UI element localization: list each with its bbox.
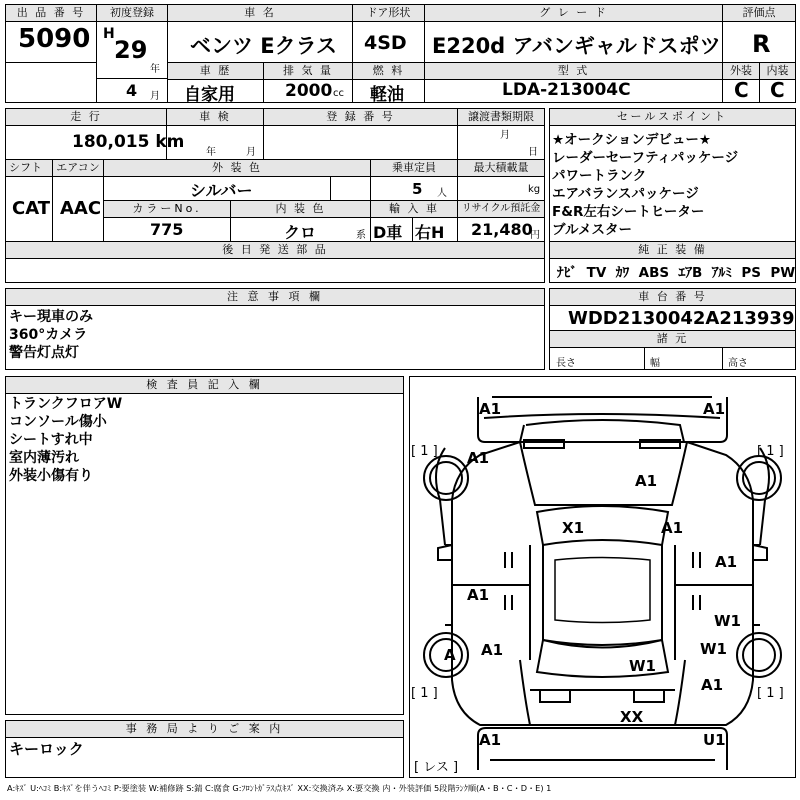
score-label: 評価点 — [723, 5, 795, 22]
lot-label: 出 品 番 号 — [6, 5, 96, 22]
damage-mark: X1 — [562, 519, 585, 537]
note-item: 警告灯点灯 — [9, 345, 79, 361]
inspector-label: 検 査 員 記 入 欄 — [6, 377, 403, 394]
mileage-label: 走 行 — [6, 109, 166, 126]
bracket-rear-left: [ 1 ] — [411, 686, 438, 701]
damage-mark: U1 — [703, 731, 726, 749]
damage-mark: W1 — [629, 657, 656, 675]
sales-points-list — [552, 131, 738, 239]
reg-year-unit: 年 — [150, 64, 160, 75]
transfer-label: 譲渡書類期限 — [458, 109, 544, 126]
interior-grade: C — [770, 78, 785, 102]
damage-mark: A1 — [635, 472, 658, 490]
damage-mark: W1 — [700, 640, 727, 658]
damage-mark: XX — [620, 708, 644, 726]
equipment-item: ｴｱB — [678, 265, 703, 281]
history: 自家用 — [184, 85, 235, 105]
inspection-label: 車 検 — [167, 109, 263, 126]
sales-point-item: F&R左右シートヒーター — [552, 204, 705, 220]
equipment-item: ｶﾜ — [615, 265, 630, 281]
equipment-list — [557, 261, 795, 281]
recycle: 21,480 — [471, 220, 533, 239]
car-name-label: 車 名 — [168, 5, 352, 22]
width-label: 幅 — [650, 358, 660, 369]
capacity-label: 乗車定員 — [371, 160, 457, 177]
car-name: ベンツ Eクラス — [190, 34, 338, 58]
height-label: 高さ — [728, 358, 748, 369]
capacity-unit: 人 — [437, 188, 447, 199]
transfer-day-unit: 日 — [528, 147, 538, 158]
equipment-item: ABS — [638, 265, 670, 281]
displacement: 2000 — [285, 81, 333, 101]
handle: 右H — [415, 223, 445, 242]
inspection-year-unit: 年 — [206, 147, 216, 158]
inspector-list — [9, 395, 122, 485]
sales-point-item: ブルメスター — [552, 222, 633, 238]
damage-mark: A1 — [715, 553, 738, 571]
sales-point-item: ★オークションデビュー★ — [552, 132, 711, 148]
int-color: クロ — [284, 223, 317, 242]
sales-point-item: エアバランスパッケージ — [552, 186, 699, 202]
displacement-label: 排 気 量 — [264, 63, 352, 80]
mileage: 180,015 km — [72, 132, 185, 152]
car-damage-diagram — [409, 376, 796, 778]
equipment-item: TV — [586, 265, 607, 281]
chassis-number: WDD2130042A213939 — [568, 308, 795, 329]
load-label: 最大積載量 — [458, 160, 544, 177]
damage-mark: A1 — [661, 519, 684, 537]
note-item: 360°カメラ — [9, 327, 88, 343]
era-mark: H — [103, 26, 115, 42]
chassis-label: 車 台 番 号 — [550, 289, 795, 306]
exterior-grade: C — [734, 78, 749, 102]
note-item: キー現車のみ — [9, 309, 93, 325]
office-label: 事 務 局 よ り ご 案 内 — [6, 721, 403, 738]
damage-mark: A1 — [467, 449, 490, 467]
ext-color: シルバー — [190, 181, 253, 200]
damage-mark: A1 — [479, 400, 502, 418]
interior-label: 内装 — [760, 63, 795, 80]
reg-month-unit: 月 — [150, 91, 160, 102]
legend: A:ｷｽﾞ U:ﾍｺﾐ B:ｷｽﾞを伴うﾍｺﾐ P:要塗装 W:補修跡 S:錆 C:腐食 G:ﾌﾛﾝﾄｶﾞﾗｽ点ｷｽﾞ XX:交換済み X:要交換 内・外装評価 5段階ﾗﾝｸ順(A・B・C・D・E) 1 — [7, 783, 552, 793]
inspector-item: 外装小傷有り — [9, 468, 93, 484]
damage-mark: A — [444, 646, 456, 664]
damage-mark: A1 — [467, 586, 490, 604]
equipment-item: ﾅﾋﾞ — [557, 265, 578, 281]
bracket-spare: [ レス ] — [414, 760, 459, 775]
recycle-label: リサイクル預託金 — [458, 201, 544, 218]
notes-label: 注 意 事 項 欄 — [6, 289, 544, 306]
sales-point-item: パワートランク — [552, 168, 647, 184]
bracket-rear-right: [ 1 ] — [757, 686, 784, 701]
later-parts-label: 後 日 発 送 部 品 — [6, 242, 544, 259]
inspector-item: 室内薄汚れ — [9, 450, 79, 466]
model-code: LDA-213004C — [502, 80, 631, 100]
reg-month: 4 — [126, 81, 138, 100]
bracket-front-left: [ 1 ] — [411, 444, 438, 459]
int-color-suffix: 系 — [356, 230, 366, 241]
import-label: 輸 入 車 — [371, 201, 457, 218]
door-type: 4SD — [364, 32, 407, 54]
model-label: 型 式 — [425, 63, 722, 80]
exterior-label: 外装 — [723, 63, 759, 80]
lot-number: 5090 — [18, 24, 91, 54]
fuel-label: 燃 料 — [353, 63, 424, 80]
ext-color-label: 外 装 色 — [104, 160, 370, 177]
capacity: 5 — [412, 180, 423, 198]
ac-label: エアコン — [53, 160, 103, 177]
int-color-label: 内 装 色 — [231, 201, 370, 218]
sales-points-label: セールスポイント — [550, 109, 795, 126]
notes-list — [9, 308, 93, 362]
damage-mark: A1 — [703, 400, 726, 418]
damage-mark: A1 — [481, 641, 504, 659]
import-type: D車 — [373, 223, 403, 242]
grade-label: グ レ ー ド — [425, 5, 722, 22]
door-label: ドア形状 — [353, 5, 424, 22]
inspector-item: トランクフロアW — [9, 396, 123, 412]
sales-point-item: レーダーセーフティパッケージ — [552, 150, 739, 166]
dimensions-label: 諸 元 — [550, 331, 795, 348]
recycle-unit: 円 — [530, 230, 540, 241]
fuel: 軽油 — [370, 85, 404, 105]
first-reg-label: 初度登録 — [97, 5, 167, 22]
damage-mark: A1 — [701, 676, 724, 694]
history-label: 車 歴 — [168, 63, 263, 80]
transfer-month-unit: 月 — [500, 130, 510, 141]
grade: E220d アバンギャルドスポツ — [432, 34, 721, 58]
equipment-item: ｱﾙﾐ — [711, 265, 732, 281]
shift: CAT — [12, 198, 51, 219]
ac: AAC — [60, 198, 102, 219]
damage-mark: A1 — [479, 731, 502, 749]
inspector-item: シートすれ中 — [9, 432, 93, 448]
load-unit: kg — [528, 184, 541, 195]
equipment-item: PW — [770, 265, 796, 281]
score: R — [752, 30, 771, 58]
bracket-front-right: [ 1 ] — [757, 444, 784, 459]
inspector-item: コンソール傷小 — [9, 414, 107, 430]
damage-mark: W1 — [714, 612, 741, 630]
shift-label: シフト — [6, 160, 52, 177]
equipment-label: 純 正 装 備 — [550, 242, 795, 259]
plate-label: 登 録 番 号 — [264, 109, 457, 126]
color-no: 775 — [150, 220, 184, 239]
office-text: キーロック — [9, 740, 84, 758]
inspection-month-unit: 月 — [246, 147, 256, 158]
reg-year: 29 — [114, 36, 148, 64]
color-no-label: カラーNo. — [104, 201, 230, 218]
length-label: 長さ — [556, 358, 576, 369]
equipment-item: PS — [741, 265, 761, 281]
displacement-unit: cc — [333, 88, 344, 99]
